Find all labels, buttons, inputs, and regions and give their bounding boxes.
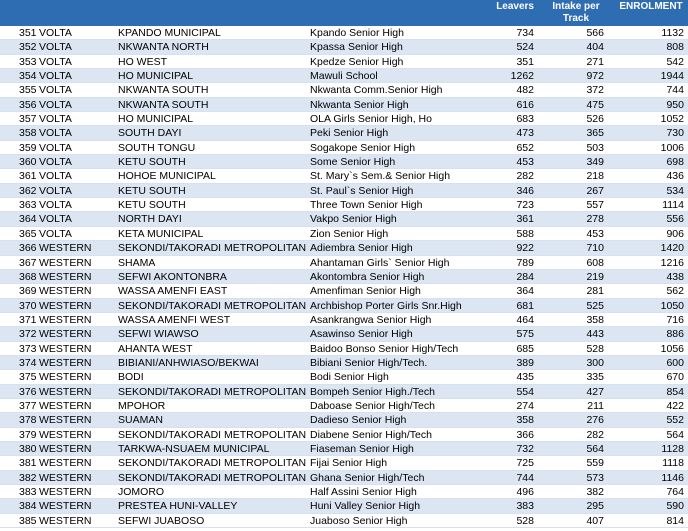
district-cell: SEFWI JUABOSO bbox=[118, 514, 205, 527]
district-cell: AHANTA WEST bbox=[118, 342, 193, 355]
table-row bbox=[0, 284, 688, 298]
table-row bbox=[0, 126, 688, 140]
table-row bbox=[0, 212, 688, 226]
intake-cell: 573 bbox=[586, 471, 604, 484]
table-row bbox=[0, 270, 688, 284]
row-number: 362 bbox=[19, 184, 37, 197]
table-row bbox=[0, 299, 688, 313]
leavers-cell: 723 bbox=[516, 199, 534, 212]
enrolment-cell: 906 bbox=[666, 227, 684, 240]
row-number: 376 bbox=[19, 385, 37, 398]
row-number: 357 bbox=[19, 113, 37, 126]
table-header bbox=[0, 0, 688, 26]
school-cell: Kpassa Senior High bbox=[310, 41, 403, 54]
row-number: 377 bbox=[19, 399, 37, 412]
school-cell: Sogakope Senior High bbox=[310, 141, 416, 154]
leavers-cell: 364 bbox=[516, 285, 534, 298]
row-number: 353 bbox=[19, 55, 37, 68]
table-row bbox=[0, 485, 688, 499]
region-cell: WESTERN bbox=[39, 256, 92, 269]
school-cell: Mawuli School bbox=[310, 70, 378, 83]
table-row bbox=[0, 112, 688, 126]
enrolment-cell: 564 bbox=[666, 428, 684, 441]
district-cell: NKWANTA SOUTH bbox=[118, 84, 209, 97]
enrolment-cell: 1056 bbox=[660, 342, 684, 355]
region-cell: VOLTA bbox=[39, 170, 72, 183]
row-number: 368 bbox=[19, 270, 37, 283]
intake-cell: 295 bbox=[586, 500, 604, 513]
enrolment-cell: 854 bbox=[666, 385, 684, 398]
intake-cell: 281 bbox=[586, 285, 604, 298]
district-cell: SEKONDI/TAKORADI METROPOLITAN bbox=[118, 428, 307, 441]
district-cell: WASSA AMENFI WEST bbox=[118, 313, 231, 326]
leavers-cell: 482 bbox=[516, 84, 534, 97]
leavers-cell: 732 bbox=[516, 442, 534, 455]
enrolment-cell: 670 bbox=[666, 371, 684, 384]
enrolment-cell: 1118 bbox=[662, 457, 684, 470]
table-row bbox=[0, 141, 688, 155]
school-cell: Bompeh Senior High./Tech bbox=[310, 385, 435, 398]
region-cell: WESTERN bbox=[39, 299, 92, 312]
school-cell: Half Assini Senior High bbox=[310, 486, 417, 498]
school-cell: Three Town Senior High bbox=[310, 199, 423, 212]
intake-cell: 564 bbox=[586, 442, 604, 455]
school-cell: Peki Senior High bbox=[310, 127, 389, 140]
school-cell: Baidoo Bonso Senior High/Tech bbox=[310, 342, 459, 355]
leavers-cell: 346 bbox=[516, 184, 534, 197]
intake-cell: 453 bbox=[586, 227, 604, 240]
row-number: 373 bbox=[19, 342, 37, 355]
school-cell: Fijai Senior High bbox=[310, 457, 388, 470]
school-cell: Bibiani Senior High/Tech. bbox=[310, 356, 428, 369]
district-cell: SOUTH TONGU bbox=[118, 141, 196, 154]
district-cell: TARKWA-NSUAEM MUNICIPAL bbox=[118, 442, 270, 455]
intake-cell: 372 bbox=[586, 84, 604, 97]
district-cell: BIBIANI/ANHWIASO/BEKWAI bbox=[118, 356, 259, 369]
district-cell: KETU SOUTH bbox=[118, 184, 186, 197]
enrolment-cell: 1420 bbox=[660, 242, 684, 255]
table-row bbox=[0, 184, 688, 198]
row-number: 364 bbox=[19, 213, 37, 226]
leavers-cell: 435 bbox=[516, 371, 534, 384]
intake-cell: 503 bbox=[586, 141, 604, 154]
school-cell: St. Paul`s Senior High bbox=[310, 184, 414, 197]
district-cell: HO MUNICIPAL bbox=[118, 113, 194, 126]
table-row bbox=[0, 155, 688, 169]
leavers-cell: 789 bbox=[516, 256, 534, 269]
school-cell: Juaboso Senior High bbox=[310, 514, 408, 527]
intake-cell: 349 bbox=[586, 156, 604, 169]
region-cell: WESTERN bbox=[39, 385, 92, 398]
row-number: 365 bbox=[19, 227, 37, 240]
header-enrolment: ENROLMENT bbox=[619, 1, 683, 12]
intake-cell: 219 bbox=[586, 270, 604, 283]
school-cell: Some Senior High bbox=[310, 156, 396, 169]
region-cell: VOLTA bbox=[39, 184, 72, 197]
region-cell: VOLTA bbox=[39, 127, 72, 140]
school-cell: St. Mary`s Sem.& Senior High bbox=[310, 170, 451, 183]
school-cell: Akontombra Senior High bbox=[310, 270, 425, 283]
district-cell: MPOHOR bbox=[118, 399, 166, 412]
region-cell: WESTERN bbox=[39, 457, 92, 470]
enrolment-cell: 1050 bbox=[660, 299, 684, 312]
leavers-cell: 725 bbox=[516, 457, 534, 470]
table-row bbox=[0, 471, 688, 485]
school-cell: Huni Valley Senior High bbox=[310, 500, 421, 513]
district-cell: HO WEST bbox=[118, 55, 167, 68]
intake-cell: 443 bbox=[586, 328, 604, 341]
enrolment-cell: 438 bbox=[666, 270, 684, 283]
school-cell: Ahantaman Girls` Senior High bbox=[310, 256, 450, 269]
district-cell: NKWANTA SOUTH bbox=[118, 98, 209, 111]
header-leavers: Leavers bbox=[496, 1, 534, 12]
row-number: 374 bbox=[19, 356, 37, 369]
table-body bbox=[0, 26, 688, 528]
table-row bbox=[0, 83, 688, 97]
school-cell: Daboase Senior High/Tech bbox=[310, 399, 435, 412]
region-cell: WESTERN bbox=[39, 514, 92, 527]
table-row bbox=[0, 241, 688, 255]
enrolment-cell: 886 bbox=[666, 328, 684, 341]
district-cell: NKWANTA NORTH bbox=[118, 41, 209, 54]
district-cell: KETU SOUTH bbox=[118, 199, 186, 212]
school-cell: Asankrangwa Senior High bbox=[310, 313, 432, 326]
row-number: 360 bbox=[19, 156, 37, 169]
region-cell: VOLTA bbox=[39, 113, 72, 126]
row-number: 367 bbox=[19, 256, 37, 269]
enrolment-cell: 590 bbox=[666, 500, 684, 513]
region-cell: VOLTA bbox=[39, 70, 72, 83]
row-number: 363 bbox=[19, 199, 37, 212]
region-cell: WESTERN bbox=[39, 428, 92, 441]
leavers-cell: 496 bbox=[516, 486, 534, 498]
leavers-cell: 473 bbox=[516, 127, 534, 140]
row-number: 379 bbox=[19, 428, 37, 441]
region-cell: WESTERN bbox=[39, 342, 92, 355]
row-number: 352 bbox=[19, 41, 37, 54]
intake-cell: 267 bbox=[586, 184, 604, 197]
region-cell: WESTERN bbox=[39, 356, 92, 369]
intake-cell: 710 bbox=[586, 242, 604, 255]
table-row bbox=[0, 499, 688, 513]
table-row bbox=[0, 456, 688, 470]
region-cell: VOLTA bbox=[39, 84, 72, 97]
table-row bbox=[0, 327, 688, 341]
table-row bbox=[0, 385, 688, 399]
intake-cell: 525 bbox=[586, 299, 604, 312]
enrolment-cell: 436 bbox=[666, 170, 684, 183]
leavers-cell: 616 bbox=[516, 98, 534, 111]
table-row bbox=[0, 342, 688, 356]
row-number: 371 bbox=[19, 313, 37, 326]
leavers-cell: 383 bbox=[516, 500, 534, 513]
intake-cell: 282 bbox=[586, 428, 604, 441]
leavers-cell: 284 bbox=[516, 270, 534, 283]
enrolment-cell: 422 bbox=[666, 399, 684, 412]
row-number: 383 bbox=[19, 486, 37, 498]
intake-cell: 557 bbox=[586, 199, 604, 212]
district-cell: HOHOE MUNICIPAL bbox=[118, 170, 216, 183]
leavers-cell: 351 bbox=[516, 55, 534, 68]
table-row bbox=[0, 69, 688, 83]
intake-cell: 566 bbox=[586, 27, 604, 39]
intake-cell: 608 bbox=[586, 256, 604, 269]
district-cell: KPANDO MUNICIPAL bbox=[118, 27, 221, 39]
row-number: 351 bbox=[19, 27, 37, 39]
intake-cell: 382 bbox=[586, 486, 604, 498]
table-row bbox=[0, 55, 688, 69]
region-cell: WESTERN bbox=[39, 442, 92, 455]
header-intake-per-track: Intake per Track bbox=[552, 1, 600, 24]
region-cell: VOLTA bbox=[39, 27, 72, 39]
enrolment-cell: 1146 bbox=[661, 471, 684, 484]
table-row bbox=[0, 399, 688, 413]
row-number: 384 bbox=[19, 500, 37, 513]
district-cell: HO MUNICIPAL bbox=[118, 70, 194, 83]
district-cell: SEKONDI/TAKORADI METROPOLITAN bbox=[118, 299, 307, 312]
school-cell: Zion Senior High bbox=[310, 227, 389, 240]
row-number: 372 bbox=[19, 328, 37, 341]
enrolment-cell: 744 bbox=[666, 84, 684, 97]
enrolment-cell: 698 bbox=[666, 156, 684, 169]
leavers-cell: 588 bbox=[516, 227, 534, 240]
region-cell: WESTERN bbox=[39, 371, 92, 384]
school-cell: Bodi Senior High bbox=[310, 371, 389, 384]
table-row bbox=[0, 169, 688, 183]
district-cell: SEKONDI/TAKORADI METROPOLITAN bbox=[118, 242, 307, 255]
leavers-cell: 453 bbox=[516, 156, 534, 169]
intake-cell: 278 bbox=[586, 213, 604, 226]
enrolment-cell: 1052 bbox=[660, 113, 684, 126]
leavers-cell: 652 bbox=[516, 141, 534, 154]
region-cell: VOLTA bbox=[39, 141, 72, 154]
district-cell: SHAMA bbox=[118, 256, 156, 269]
table-row bbox=[0, 514, 688, 528]
enrolment-cell: 1128 bbox=[661, 442, 684, 455]
enrolment-cell: 950 bbox=[666, 98, 684, 111]
enrolment-cell: 534 bbox=[666, 184, 684, 197]
region-cell: WESTERN bbox=[39, 486, 92, 498]
region-cell: WESTERN bbox=[39, 500, 92, 513]
region-cell: VOLTA bbox=[39, 156, 72, 169]
region-cell: VOLTA bbox=[39, 98, 72, 111]
school-cell: Ghana Senior High/Tech bbox=[310, 471, 425, 484]
district-cell: SEKONDI/TAKORADI METROPOLITAN bbox=[118, 471, 307, 484]
district-cell: NORTH DAYI bbox=[118, 213, 182, 226]
leavers-cell: 366 bbox=[516, 428, 534, 441]
leavers-cell: 683 bbox=[516, 113, 534, 126]
region-cell: WESTERN bbox=[39, 328, 92, 341]
intake-cell: 365 bbox=[586, 127, 604, 140]
leavers-cell: 389 bbox=[516, 356, 534, 369]
intake-cell: 335 bbox=[586, 371, 604, 384]
table-row bbox=[0, 442, 688, 456]
intake-cell: 211 bbox=[587, 399, 604, 412]
school-cell: Kpando Senior High bbox=[310, 27, 404, 39]
district-cell: SEKONDI/TAKORADI METROPOLITAN bbox=[118, 457, 307, 470]
leavers-cell: 554 bbox=[516, 385, 534, 398]
region-cell: VOLTA bbox=[39, 199, 72, 212]
row-number: 378 bbox=[19, 414, 37, 427]
intake-cell: 972 bbox=[586, 70, 604, 83]
intake-cell: 528 bbox=[586, 342, 604, 355]
enrolment-cell: 600 bbox=[666, 356, 684, 369]
row-number: 385 bbox=[19, 514, 37, 527]
region-cell: WESTERN bbox=[39, 471, 92, 484]
leavers-cell: 361 bbox=[516, 213, 534, 226]
row-number: 359 bbox=[19, 141, 37, 154]
school-cell: Fiaseman Senior High bbox=[310, 442, 414, 455]
region-cell: VOLTA bbox=[39, 227, 72, 240]
intake-cell: 218 bbox=[586, 170, 604, 183]
district-cell: SEFWI AKONTONBRA bbox=[118, 270, 227, 283]
enrolment-cell: 1114 bbox=[662, 199, 684, 212]
enrolment-cell: 730 bbox=[666, 127, 684, 140]
school-cell: Vakpo Senior High bbox=[310, 213, 397, 226]
intake-cell: 404 bbox=[586, 41, 604, 54]
leavers-cell: 734 bbox=[516, 27, 534, 39]
enrolment-cell: 764 bbox=[666, 486, 684, 498]
enrolment-cell: 1132 bbox=[661, 27, 684, 39]
enrolment-cell: 542 bbox=[666, 55, 684, 68]
region-cell: WESTERN bbox=[39, 242, 92, 255]
intake-cell: 271 bbox=[586, 55, 604, 68]
enrolment-cell: 1216 bbox=[660, 256, 684, 269]
row-number: 369 bbox=[19, 285, 37, 298]
enrolment-cell: 562 bbox=[666, 285, 684, 298]
row-number: 361 bbox=[19, 170, 37, 183]
intake-cell: 427 bbox=[586, 385, 604, 398]
row-number: 381 bbox=[19, 457, 37, 470]
table-row bbox=[0, 413, 688, 427]
table-row bbox=[0, 370, 688, 384]
leavers-cell: 744 bbox=[516, 471, 534, 484]
leavers-cell: 1262 bbox=[510, 70, 534, 83]
region-cell: WESTERN bbox=[39, 414, 92, 427]
intake-cell: 358 bbox=[586, 313, 604, 326]
table-row bbox=[0, 428, 688, 442]
intake-cell: 407 bbox=[586, 514, 604, 527]
intake-cell: 559 bbox=[586, 457, 604, 470]
district-cell: SUAMAN bbox=[118, 414, 163, 427]
region-cell: WESTERN bbox=[39, 399, 92, 412]
district-cell: SOUTH DAYI bbox=[118, 127, 182, 140]
region-cell: VOLTA bbox=[39, 41, 72, 54]
enrolment-cell: 716 bbox=[666, 313, 684, 326]
intake-cell: 300 bbox=[586, 356, 604, 369]
leavers-cell: 681 bbox=[516, 299, 534, 312]
table-row bbox=[0, 40, 688, 54]
table-row bbox=[0, 98, 688, 112]
row-number: 356 bbox=[19, 98, 37, 111]
region-cell: VOLTA bbox=[39, 55, 72, 68]
region-cell: VOLTA bbox=[39, 213, 72, 226]
district-cell: SEKONDI/TAKORADI METROPOLITAN bbox=[118, 385, 307, 398]
row-number: 358 bbox=[19, 127, 37, 140]
intake-cell: 526 bbox=[586, 113, 604, 126]
school-cell: Diabene Senior High/Tech bbox=[310, 428, 432, 441]
leavers-cell: 685 bbox=[516, 342, 534, 355]
enrolment-cell: 808 bbox=[666, 41, 684, 54]
row-number: 354 bbox=[19, 70, 37, 83]
leavers-cell: 528 bbox=[516, 514, 534, 527]
row-number: 355 bbox=[19, 84, 37, 97]
leavers-cell: 274 bbox=[516, 399, 534, 412]
row-number: 366 bbox=[19, 242, 37, 255]
leavers-cell: 524 bbox=[516, 41, 534, 54]
row-number: 375 bbox=[19, 371, 37, 384]
intake-cell: 276 bbox=[586, 414, 604, 427]
school-cell: Adiembra Senior High bbox=[310, 242, 413, 255]
enrolment-cell: 552 bbox=[666, 414, 684, 427]
district-cell: JOMORO bbox=[118, 486, 165, 498]
region-cell: WESTERN bbox=[39, 285, 92, 298]
school-cell: Asawinso Senior High bbox=[310, 328, 413, 341]
table-row bbox=[0, 26, 688, 40]
enrolment-cell: 814 bbox=[666, 514, 684, 527]
district-cell: SEFWI WIAWSO bbox=[118, 328, 199, 341]
table-row bbox=[0, 313, 688, 327]
district-cell: WASSA AMENFI EAST bbox=[118, 285, 228, 298]
district-cell: PRESTEA HUNI-VALLEY bbox=[118, 500, 238, 513]
district-cell: KETU SOUTH bbox=[118, 156, 186, 169]
enrolment-cell: 556 bbox=[666, 213, 684, 226]
row-number: 370 bbox=[19, 299, 37, 312]
enrolment-cell: 1944 bbox=[660, 70, 684, 83]
school-cell: Nkwanta Senior High bbox=[310, 98, 409, 111]
table-row bbox=[0, 256, 688, 270]
school-cell: Dadieso Senior High bbox=[310, 414, 407, 427]
region-cell: WESTERN bbox=[39, 270, 92, 283]
leavers-cell: 464 bbox=[516, 313, 534, 326]
leavers-cell: 358 bbox=[516, 414, 534, 427]
row-number: 382 bbox=[19, 471, 37, 484]
table-row bbox=[0, 356, 688, 370]
school-cell: OLA Girls Senior High, Ho bbox=[310, 113, 432, 126]
school-cell: Archbishop Porter Girls Snr.High bbox=[310, 299, 462, 312]
region-cell: WESTERN bbox=[39, 313, 92, 326]
leavers-cell: 575 bbox=[516, 328, 534, 341]
enrolment-cell: 1006 bbox=[660, 141, 684, 154]
leavers-cell: 282 bbox=[516, 170, 534, 183]
intake-cell: 475 bbox=[586, 98, 604, 111]
table-row bbox=[0, 198, 688, 212]
district-cell: BODI bbox=[118, 371, 144, 384]
school-cell: Nkwanta Comm.Senior High bbox=[310, 84, 443, 97]
table-row bbox=[0, 227, 688, 241]
school-cell: Amenfiman Senior High bbox=[310, 285, 421, 298]
district-cell: KETA MUNICIPAL bbox=[118, 227, 204, 240]
row-number: 380 bbox=[19, 442, 37, 455]
school-cell: Kpedze Senior High bbox=[310, 55, 404, 68]
leavers-cell: 922 bbox=[516, 242, 534, 255]
